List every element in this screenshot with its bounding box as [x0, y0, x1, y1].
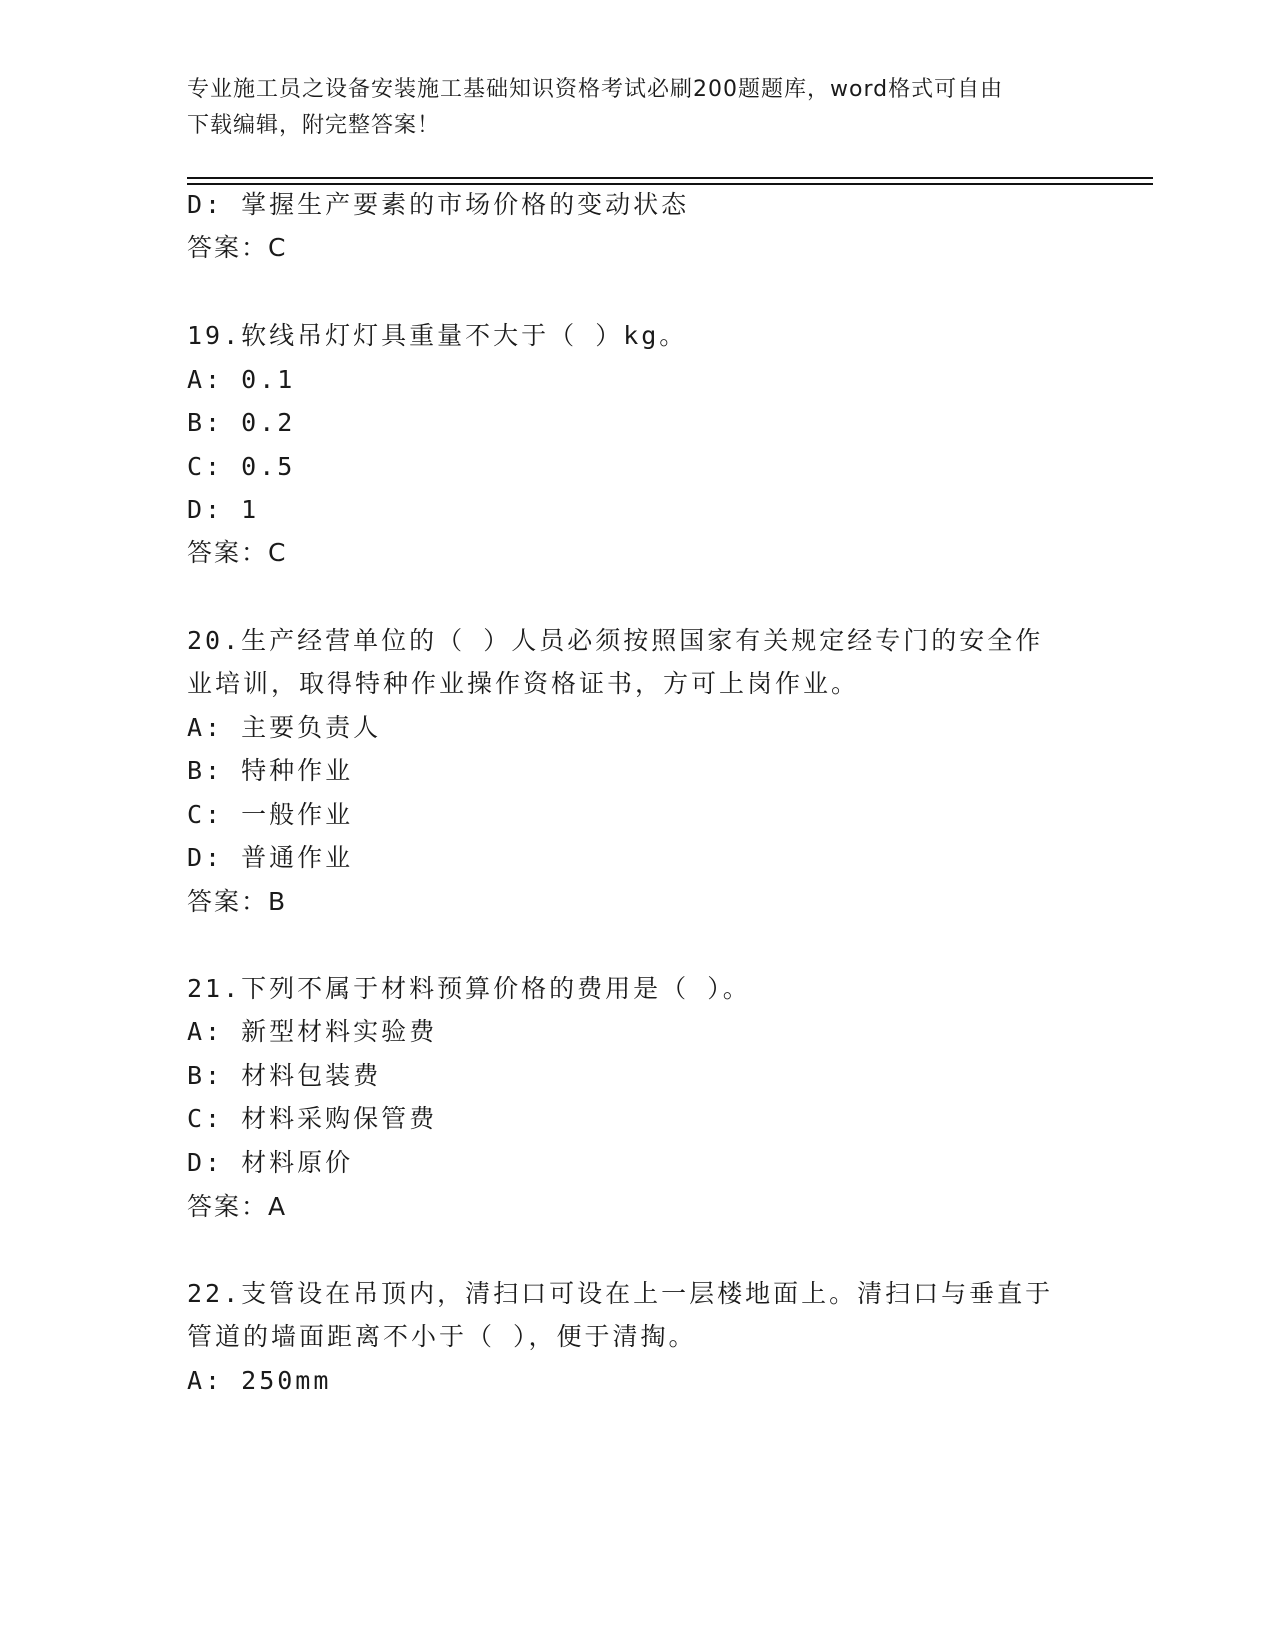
- question-20-stem-line-1: 20.生产经营单位的（ ）人员必须按照国家有关规定经专门的安全作: [187, 626, 1044, 655]
- question-19-option-d: D: 1: [187, 495, 260, 524]
- answer-value: C: [268, 538, 287, 567]
- question-21-option-d: D: 材料原价: [187, 1148, 354, 1177]
- header-divider-top: [187, 177, 1153, 179]
- question-19-option-a: A: 0.1: [187, 365, 296, 394]
- prev-option-d: D: 掌握生产要素的市场价格的变动状态: [187, 190, 690, 219]
- question-22-stem-line-2: 管道的墙面距离不小于（ ），便于清掏。: [187, 1322, 697, 1351]
- header-line-1: 专业施工员之设备安装施工基础知识资格考试必刷200题题库，word格式可自由: [187, 77, 1004, 102]
- question-19-answer: [187, 537, 286, 569]
- question-20-option-c: C: 一般作业: [187, 800, 354, 829]
- header-line-2: 下载编辑，附完整答案！: [187, 113, 441, 138]
- header-divider-bottom: [187, 183, 1153, 185]
- question-21-answer: [187, 1191, 286, 1223]
- question-21-option-a: A: 新型材料实验费: [187, 1017, 438, 1046]
- answer-value: C: [268, 233, 287, 262]
- answer-label: 答案：: [187, 1192, 269, 1221]
- question-21-option-b: B: 材料包装费: [187, 1061, 382, 1090]
- answer-value: A: [268, 1192, 287, 1221]
- question-20-answer: [187, 886, 286, 918]
- answer-value: B: [268, 887, 287, 916]
- answer-label: 答案：: [187, 233, 269, 262]
- document-header: [187, 72, 1087, 144]
- question-21-stem: 21.下列不属于材料预算价格的费用是（ ）。: [187, 974, 751, 1003]
- question-20-option-a: A: 主要负责人: [187, 713, 382, 742]
- answer-label: 答案：: [187, 538, 269, 567]
- question-21-option-c: C: 材料采购保管费: [187, 1104, 438, 1133]
- question-22-option-a: A: 250mm: [187, 1366, 332, 1395]
- question-19-option-b: B: 0.2: [187, 408, 296, 437]
- answer-label: 答案：: [187, 887, 269, 916]
- question-20-option-d: D: 普通作业: [187, 843, 354, 872]
- prev-answer: [187, 232, 286, 264]
- question-20-option-b: B: 特种作业: [187, 756, 354, 785]
- question-20-stem-line-2: 业培训，取得特种作业操作资格证书，方可上岗作业。: [187, 669, 860, 698]
- question-22-stem-line-1: 22.支管设在吊顶内，清扫口可设在上一层楼地面上。清扫口与垂直于: [187, 1279, 1054, 1308]
- question-19-option-c: C: 0.5: [187, 452, 296, 481]
- question-19-stem: 19.软线吊灯灯具重量不大于（ ）kg。: [187, 321, 688, 350]
